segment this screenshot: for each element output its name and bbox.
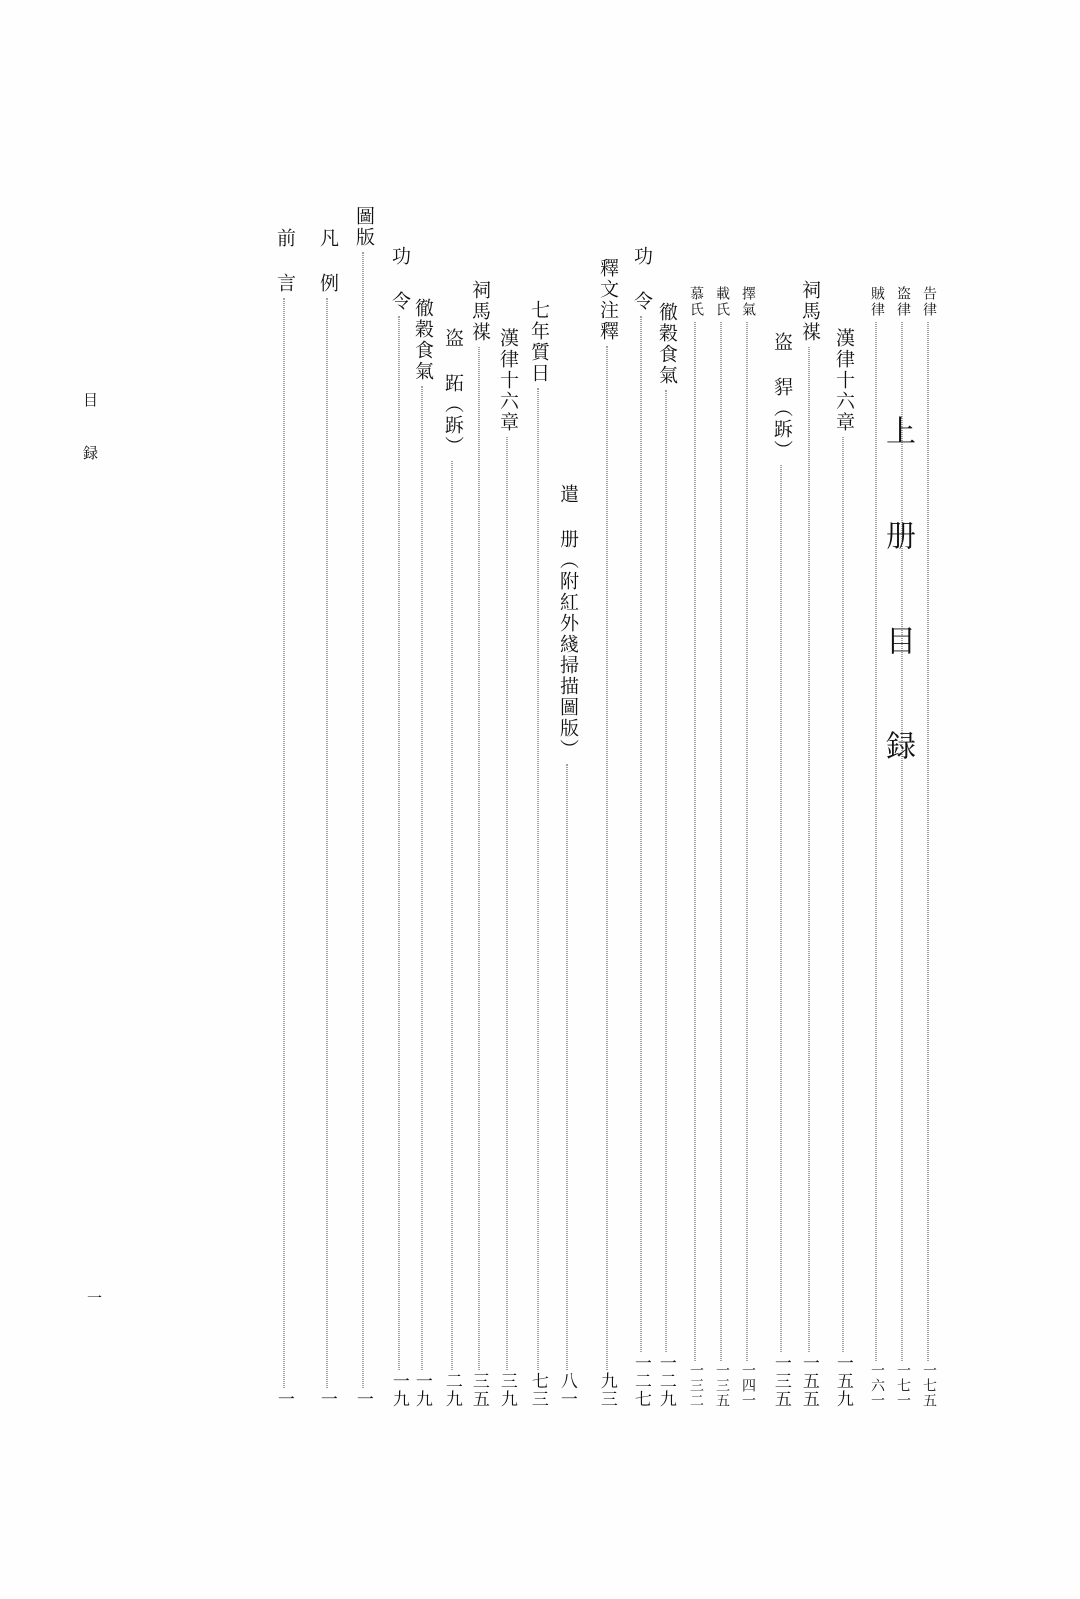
toc-entry-page-number: 一二七 — [630, 1354, 651, 1408]
toc-entry-label: 盗 跖（跅） — [442, 328, 464, 457]
toc-entry-label: 凡 例 — [317, 228, 339, 294]
toc-entry-label: 盗律 — [895, 286, 911, 318]
toc-entry-label: 祠馬禖 — [799, 280, 821, 343]
toc-entry-label: 賊律 — [869, 286, 885, 318]
toc-entry-label: 功 令 — [389, 246, 411, 312]
toc-leader-dots — [799, 343, 818, 1354]
toc-leader-dots — [317, 294, 336, 1390]
toc-leader-dots — [597, 342, 616, 1372]
toc-entry-page-number: 一三二 — [688, 1363, 704, 1408]
toc-entry-label: 慕氏 — [688, 286, 704, 318]
toc-entry-label: 告律 — [921, 286, 937, 318]
toc-entry-page-number: 一九 — [411, 1372, 432, 1408]
toc-entry-page-number: 三九 — [496, 1372, 517, 1408]
toc-entry[interactable] — [714, 228, 729, 1408]
folio-number: 一 — [85, 1290, 103, 1305]
running-head: 目 録 — [81, 392, 99, 470]
toc-leader-dots — [631, 312, 650, 1354]
toc-leader-dots — [833, 433, 852, 1354]
toc-entry[interactable] — [869, 228, 884, 1408]
toc-entry[interactable] — [497, 228, 517, 1408]
toc-entry[interactable] — [833, 228, 853, 1408]
toc-entry[interactable] — [528, 228, 548, 1408]
toc-entry-label: 徹穀食氣 — [412, 298, 434, 382]
toc-entry-label: 圖版 — [353, 206, 375, 248]
toc-entry-page-number: 一三五 — [714, 1363, 730, 1408]
toc-entry-label: 漢律十六章 — [833, 328, 855, 433]
toc-entry-label: 前 言 — [274, 228, 296, 294]
toc-leader-dots — [274, 294, 293, 1390]
toc-leader-dots — [895, 318, 909, 1363]
toc-entry[interactable] — [771, 228, 791, 1408]
toc-entry[interactable] — [799, 228, 819, 1408]
toc-entry-page-number: 一七一 — [895, 1363, 911, 1408]
toc-leader-dots — [497, 433, 516, 1372]
toc-entry[interactable] — [389, 228, 409, 1408]
toc-leader-dots — [921, 318, 935, 1363]
toc-leader-dots — [557, 760, 576, 1372]
toc-entry-label: 七年質日 — [528, 300, 550, 384]
toc-entry-page-number: 一 — [316, 1390, 337, 1408]
toc-entry-label: 祠馬禖 — [469, 280, 491, 343]
toc-entry[interactable] — [274, 228, 294, 1408]
toc-entry[interactable] — [412, 228, 432, 1408]
toc-entry-page-number: 八一 — [556, 1372, 577, 1408]
toc-entry[interactable] — [317, 228, 337, 1408]
toc-entry-label: 功 令 — [631, 246, 653, 312]
toc-entry-page-number: 一五九 — [832, 1354, 853, 1408]
toc-entry-page-number: 一 — [352, 1390, 373, 1408]
toc-entry-page-number: 一六一 — [869, 1363, 885, 1408]
toc-entry-page-number: 三五 — [468, 1372, 489, 1408]
toc-entry-label: 釋文注釋 — [597, 258, 619, 342]
toc-leader-dots — [469, 343, 488, 1372]
toc-entry[interactable] — [740, 228, 755, 1408]
toc-entry[interactable] — [895, 228, 910, 1408]
toc-leader-dots — [412, 382, 431, 1372]
toc-leader-dots — [353, 248, 372, 1390]
toc-leader-dots — [528, 384, 547, 1372]
toc-leader-dots — [771, 461, 790, 1354]
toc-entry[interactable] — [688, 228, 703, 1408]
toc-entry-page-number: 一二九 — [655, 1354, 676, 1408]
toc-entry-page-number: 一三五 — [770, 1354, 791, 1408]
toc-entry-page-number: 一七五 — [921, 1363, 937, 1408]
toc-leader-dots — [389, 312, 408, 1372]
toc-entry-label: 遣 册（附紅外綫掃描圖版） — [557, 484, 579, 760]
toc-entry[interactable] — [352, 206, 375, 1408]
toc-entry-page-number: 一四一 — [740, 1363, 756, 1408]
toc-entry[interactable] — [469, 228, 489, 1408]
toc-entry[interactable] — [597, 228, 617, 1408]
toc-leader-dots — [869, 318, 883, 1363]
toc-leader-dots — [442, 457, 461, 1372]
toc-leader-dots — [688, 318, 702, 1363]
toc-entry-page-number: 九三 — [596, 1372, 617, 1408]
toc-entry-label: 盗 貋（跅） — [771, 332, 793, 461]
toc-entry[interactable] — [442, 228, 462, 1408]
toc-leader-dots — [714, 318, 728, 1363]
toc-entry[interactable] — [557, 228, 577, 1408]
toc-leader-dots — [740, 318, 754, 1363]
toc-entry-label: 擇氣 — [740, 286, 756, 318]
toc-entry-page-number: 一九 — [388, 1372, 409, 1408]
toc-entry[interactable] — [656, 228, 676, 1408]
toc-entry[interactable] — [631, 228, 651, 1408]
toc-leader-dots — [656, 386, 675, 1354]
page-title: 上 册 目 録 — [880, 415, 915, 780]
toc-entry-page-number: 一五五 — [798, 1354, 819, 1408]
toc-entry[interactable] — [921, 228, 936, 1408]
toc-entry-label: 載氏 — [714, 286, 730, 318]
toc-entry-page-number: 七三 — [527, 1372, 548, 1408]
toc-entry-page-number: 一 — [273, 1390, 294, 1408]
toc-entry-label: 漢律十六章 — [497, 328, 519, 433]
toc-entry-page-number: 二九 — [441, 1372, 462, 1408]
toc-entry-label: 徹穀食氣 — [656, 302, 678, 386]
